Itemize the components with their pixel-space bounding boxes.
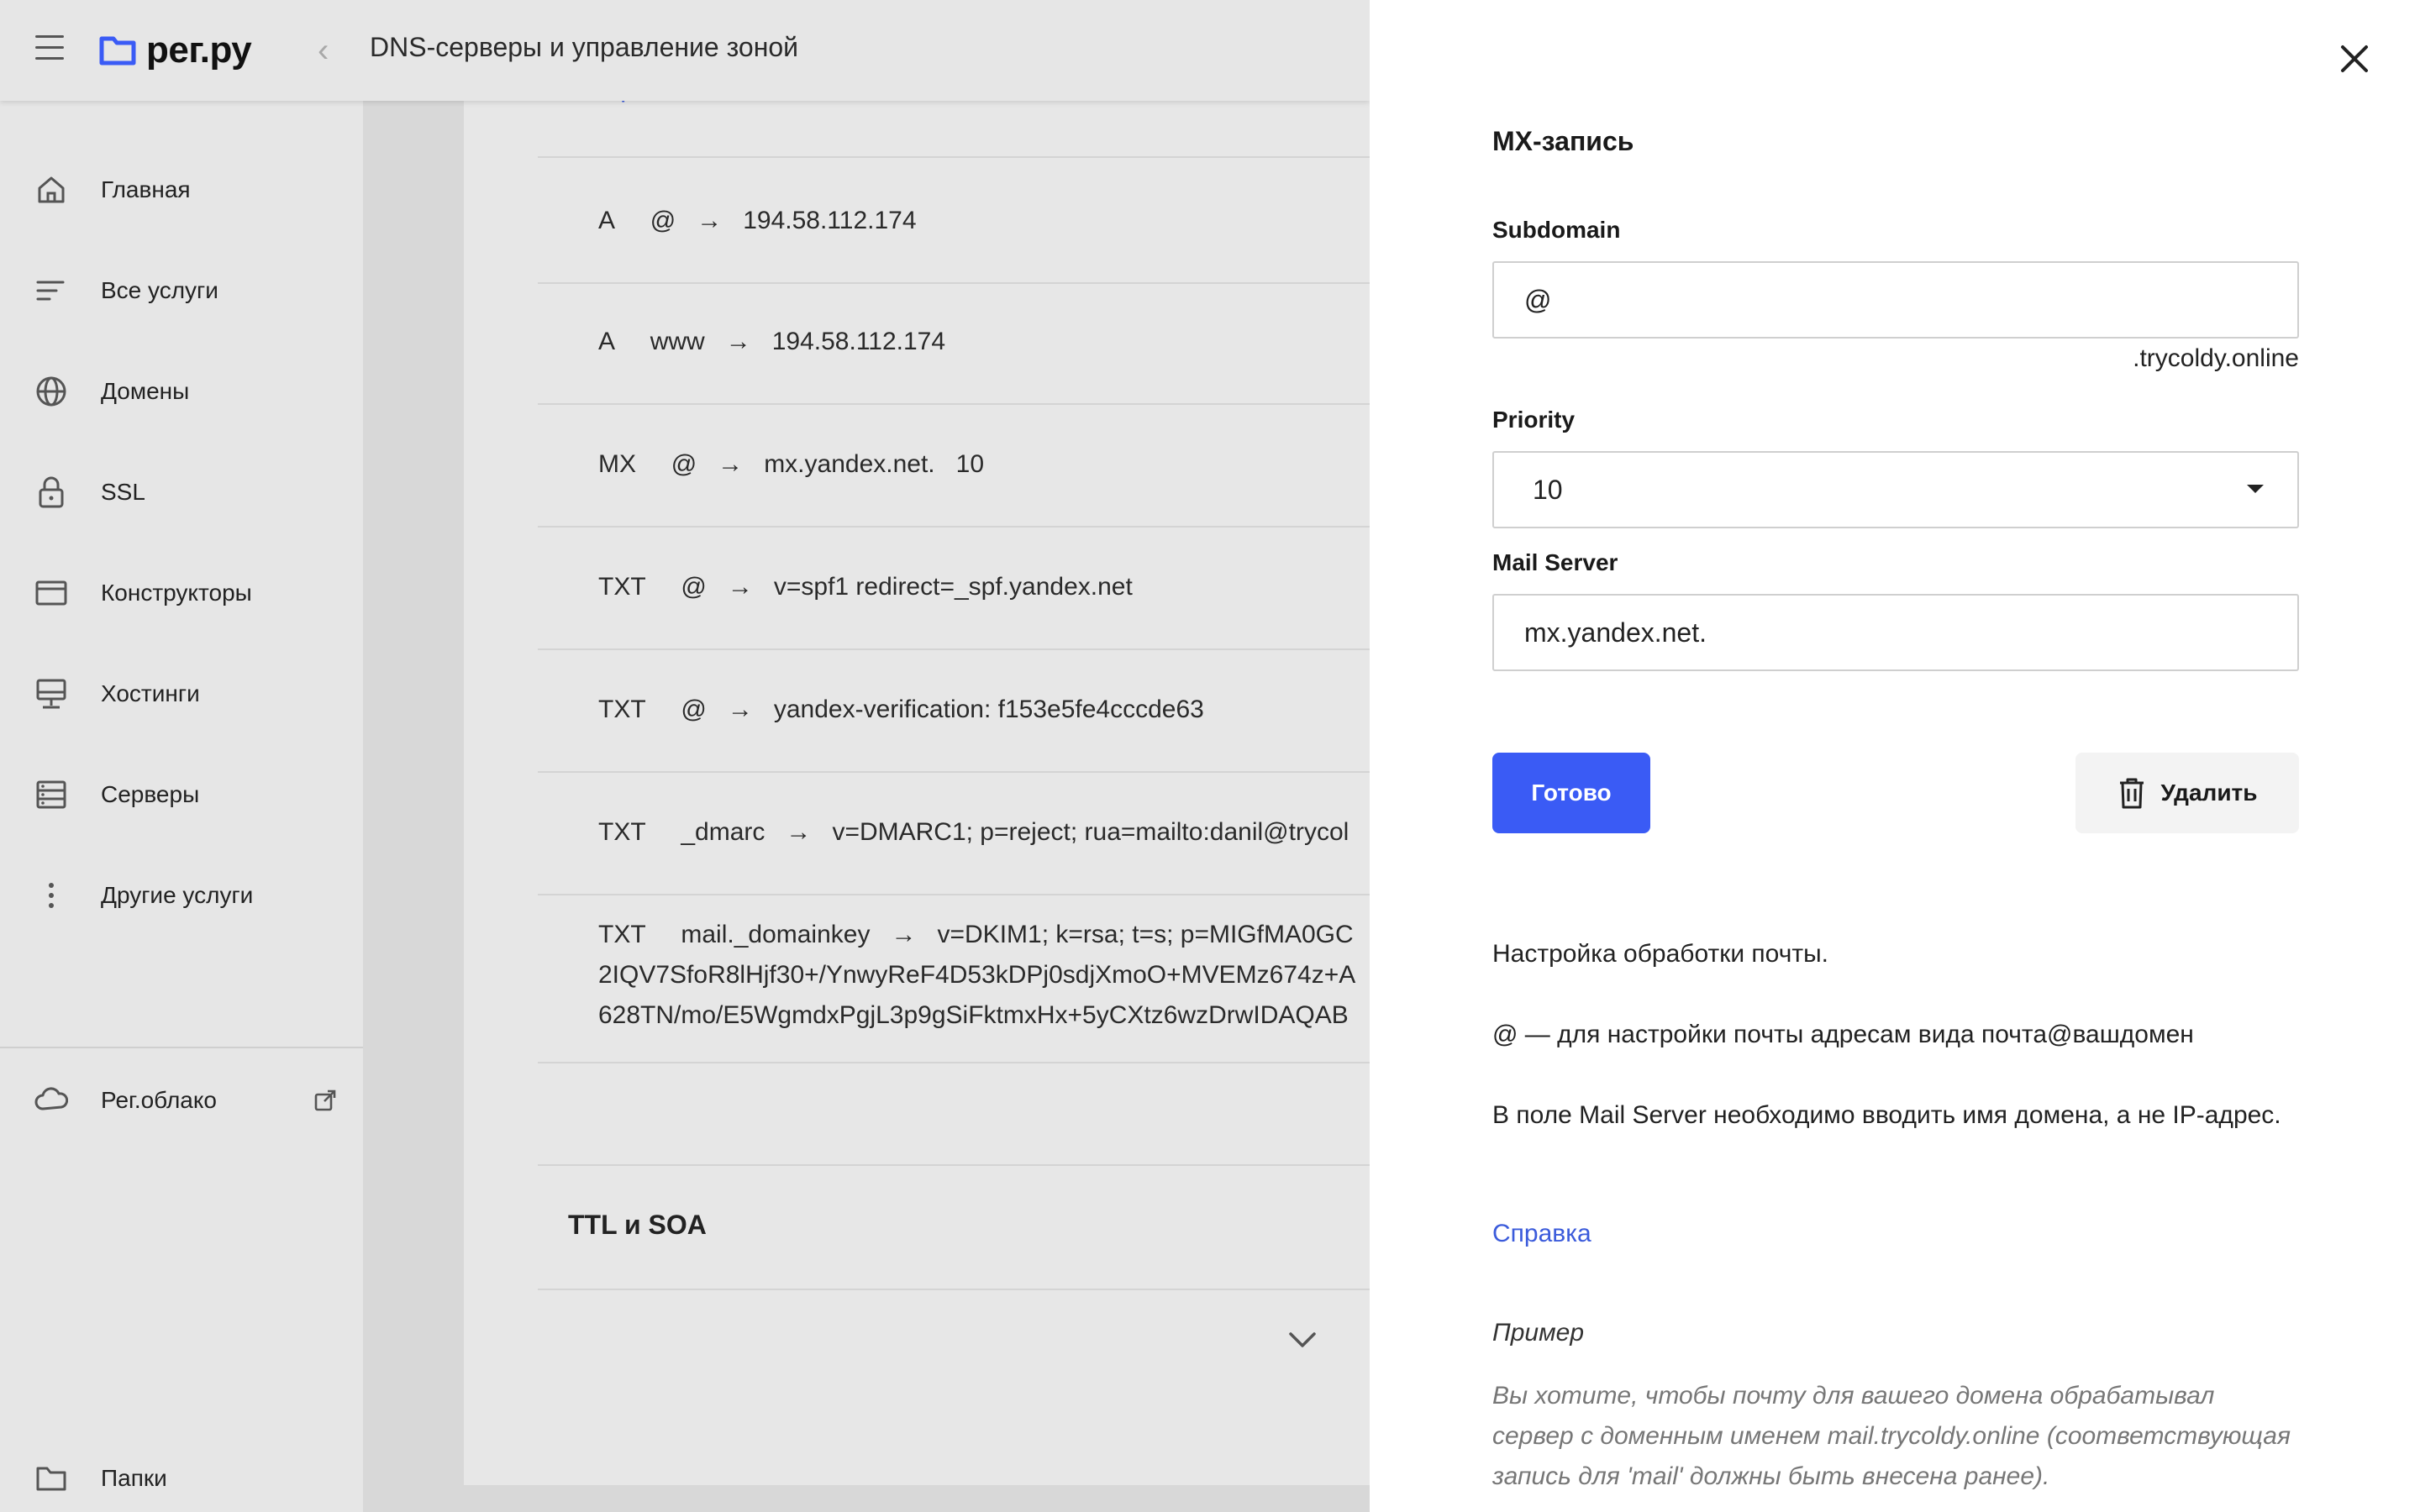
record-line: TXT @ → yandex-verification: f153e5fe4cccde63 [598, 696, 1204, 723]
example-title: Пример [1492, 1319, 1585, 1347]
sidebar-item-builders[interactable] [0, 559, 363, 627]
help-link[interactable]: Справка [1492, 1220, 1591, 1247]
record-line: TXT _dmarc → v=DMARC1; p=reject; rua=mailto:danil@trycol [598, 818, 1349, 846]
priority-value: 10 [1533, 474, 1563, 505]
example-text: Вы хотите, чтобы почту для вашего домена обрабатывал сервер с доменным именем mail.trycoldy.online (соответствующая запись для 'mail' должны быть внесена ранее). [1492, 1382, 2291, 1490]
browser-icon [34, 575, 69, 611]
record-line: TXT @ → v=spf1 redirect=_spf.yandex.net [598, 573, 1133, 601]
sidebar-divider [0, 1047, 363, 1048]
folder-logo-icon [99, 35, 136, 66]
sidebar-item-label: SSL [101, 479, 145, 505]
sidebar-item-label: Папки [101, 1465, 167, 1491]
drawer-title: MX-запись [1492, 126, 1634, 156]
subdomain-label: Subdomain [1492, 217, 1621, 243]
globe-icon [34, 374, 69, 409]
record-row[interactable] [538, 281, 1370, 405]
folder-icon [34, 1461, 69, 1496]
record-line: 2IQV7SfoR8lHjf30+/YnwyReF4D53kDPj0sdjXmoO+MVEMz674z+A [598, 961, 1356, 989]
dropdown-arrow-icon [2247, 485, 2264, 493]
priority-label: Priority [1492, 407, 1576, 433]
sidebar-item-label: Серверы [101, 781, 200, 807]
sidebar-item-label: Рег.облако [101, 1087, 217, 1113]
help-text-2: @ — для настройки почты адресам вида почта@вашдомен [1492, 1021, 2194, 1048]
sidebar-item-servers[interactable] [0, 761, 363, 828]
subdomain-suffix: .trycoldy.online [2133, 344, 2299, 372]
logo[interactable] [99, 25, 251, 76]
record-row[interactable] [538, 403, 1370, 528]
record-line: MX @ → mx.yandex.net. 10 [598, 450, 985, 478]
cloud-icon [34, 1083, 69, 1118]
top-header [0, 0, 1370, 101]
sidebar [0, 101, 363, 1512]
sidebar-item-folders[interactable] [0, 1445, 363, 1512]
record-row[interactable] [538, 526, 1370, 650]
ttl-soa-title: TTL и SOA [568, 1210, 707, 1240]
delete-button-label: Удалить [2160, 780, 2258, 806]
sidebar-item-home[interactable] [0, 156, 363, 223]
mail-server-label: Mail Server [1492, 549, 1618, 575]
list-icon [34, 273, 69, 308]
sidebar-item-reg-cloud[interactable] [0, 1067, 363, 1134]
record-line: A www → 194.58.112.174 [598, 328, 946, 355]
priority-select[interactable] [1492, 451, 2299, 528]
done-button[interactable] [1492, 753, 1650, 833]
sidebar-item-hosting[interactable] [0, 660, 363, 727]
sidebar-item-label: Домены [101, 378, 190, 404]
hosting-icon [34, 676, 69, 711]
mail-server-input[interactable] [1492, 594, 2299, 671]
server-icon [34, 777, 69, 812]
sidebar-item-ssl[interactable] [0, 459, 363, 526]
help-text-1: Настройка обработки почты. [1492, 940, 1828, 968]
record-line: 628TN/mo/E5WgmdxPgjL3p9gSiFktmxHx+5yCXtz6wzDrwIDAQAB [598, 1001, 1349, 1029]
chevron-down-icon[interactable] [1286, 1327, 1319, 1352]
home-icon [34, 172, 69, 207]
trash-icon [2118, 776, 2146, 810]
external-link-icon [313, 1088, 338, 1113]
sidebar-item-label: Хостинги [101, 680, 200, 706]
record-line: TXT mail._domainkey → v=DKIM1; k=rsa; t=s; p=MIGfMA0GC [598, 921, 1354, 948]
close-icon[interactable] [2336, 40, 2373, 77]
record-row[interactable] [538, 156, 1370, 284]
sidebar-item-domains[interactable] [0, 358, 363, 425]
menu-icon[interactable] [35, 35, 64, 60]
sidebar-item-other-services[interactable] [0, 862, 363, 929]
back-chevron-icon[interactable]: ‹ [318, 32, 329, 69]
delete-button[interactable] [2075, 753, 2299, 833]
record-line: A @ → 194.58.112.174 [598, 207, 917, 234]
sidebar-item-label: Главная [101, 176, 191, 202]
page-title: DNS-серверы и управление зоной [370, 32, 799, 62]
sidebar-item-all-services[interactable] [0, 257, 363, 324]
record-row[interactable] [538, 648, 1370, 773]
help-text-3: В поле Mail Server необходимо вводить имя домена, а не IP-адрес. [1492, 1101, 2281, 1129]
lock-icon [34, 475, 69, 510]
sidebar-item-label: Конструкторы [101, 580, 252, 606]
subdomain-input[interactable] [1492, 261, 2299, 339]
sidebar-item-label: Другие услуги [101, 882, 254, 908]
record-row[interactable] [538, 771, 1370, 895]
record-row[interactable] [538, 894, 1370, 1063]
more-icon [34, 878, 69, 913]
sidebar-item-label: Все услуги [101, 277, 218, 303]
logo-text: рег.ру [146, 29, 252, 71]
done-button-label: Готово [1531, 780, 1612, 806]
